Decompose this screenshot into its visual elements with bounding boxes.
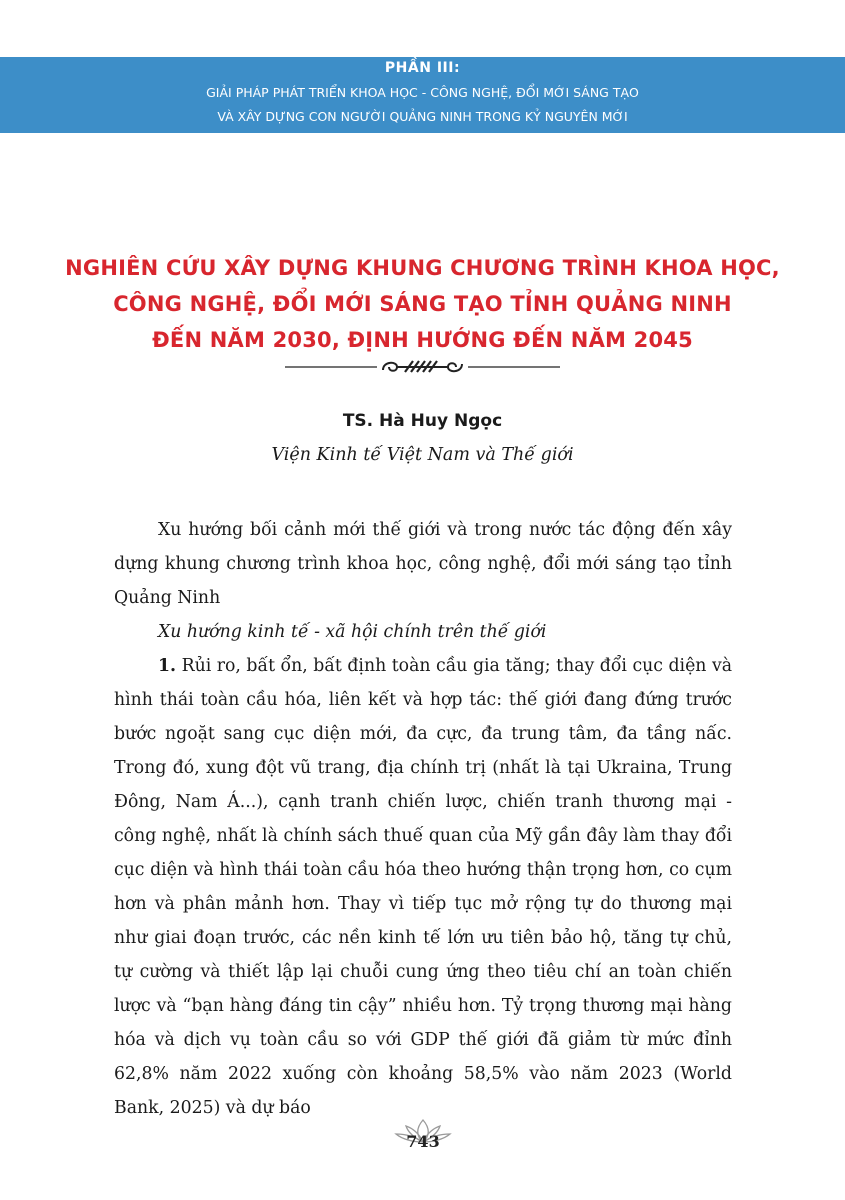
title-divider-ornament	[285, 356, 560, 378]
item-number: 1.	[158, 656, 177, 676]
article-title-line-3: ĐẾN NĂM 2030, ĐỊNH HƯỚNG ĐẾN NĂM 2045	[152, 328, 693, 352]
part-subtitle-line-2: VÀ XÂY DỰNG CON NGƯỜI QUẢNG NINH TRONG KỶ NGUYÊN MỚI	[217, 109, 628, 124]
part-label: PHẦN III:	[384, 60, 461, 76]
page-number-badge	[392, 1118, 454, 1154]
author-name: TS. Hà Huy Ngọc	[342, 411, 503, 431]
intro-paragraph: Xu hướng bối cảnh mới thế giới và trong nước tác động đến xây dựng khung chương trình khoa học, công nghệ, đổi mới sáng tạo tỉnh Quảng Ninh	[114, 520, 732, 608]
item-1-text: Rủi ro, bất ổn, bất định toàn cầu gia tăng; thay đổi cục diện và hình thái toàn cầu hóa, liên kết và hợp tác: thế giới đang đứng trước bước ngoặt sang cục diện mới, đa cực, đa trung tâm, đa tầng nấc. Trong đó, xung đột vũ trang, địa chính trị (nhất là tại Ukraina, Trung Đông, Nam Á...), cạnh tranh chiến lược, chiến tranh thương mại - công nghệ, nhất là chính sách thuế quan của Mỹ gần đây làm thay đổi cục diện và hình thái toàn cầu hóa theo hướng thận trọng hơn, co cụm hơn và phân mảnh hơn. Thay vì tiếp tục mở rộng tự do thương mại như giai đoạn trước, các nền kinh tế lớn ưu tiên bảo hộ, tăng tự chủ, tự cường và thiết lập lại chuỗi cung ứng theo tiêu chí an toàn chiến lược và “bạn hàng đáng tin cậy” nhiều hơn. Tỷ trọng thương mại hàng hóa và dịch vụ toàn cầu so với GDP thế giới đã giảm từ mức đỉnh 62,8% năm 2022 xuống còn khoảng 58,5% vào năm 2023 (World Bank, 2025) và dự báo	[114, 656, 733, 1118]
article-title-line-1: NGHIÊN CỨU XÂY DỰNG KHUNG CHƯƠNG TRÌNH KHOA HỌC,	[65, 256, 780, 280]
article-body	[114, 513, 732, 1125]
author-affiliation: Viện Kinh tế Việt Nam và Thế giới	[271, 445, 574, 465]
section-header-band	[0, 57, 845, 133]
article-title-line-2: CÔNG NGHỆ, ĐỔI MỚI SÁNG TẠO TỈNH QUẢNG NINH	[113, 292, 732, 316]
page-number: 743	[406, 1132, 440, 1151]
section-subheading: Xu hướng kinh tế - xã hội chính trên thế giới	[158, 622, 547, 642]
paragraph-item-1	[114, 649, 732, 1125]
part-subtitle-line-1: GIẢI PHÁP PHÁT TRIỂN KHOA HỌC - CÔNG NGHỆ, ĐỔI MỚI SÁNG TẠO	[206, 85, 639, 100]
